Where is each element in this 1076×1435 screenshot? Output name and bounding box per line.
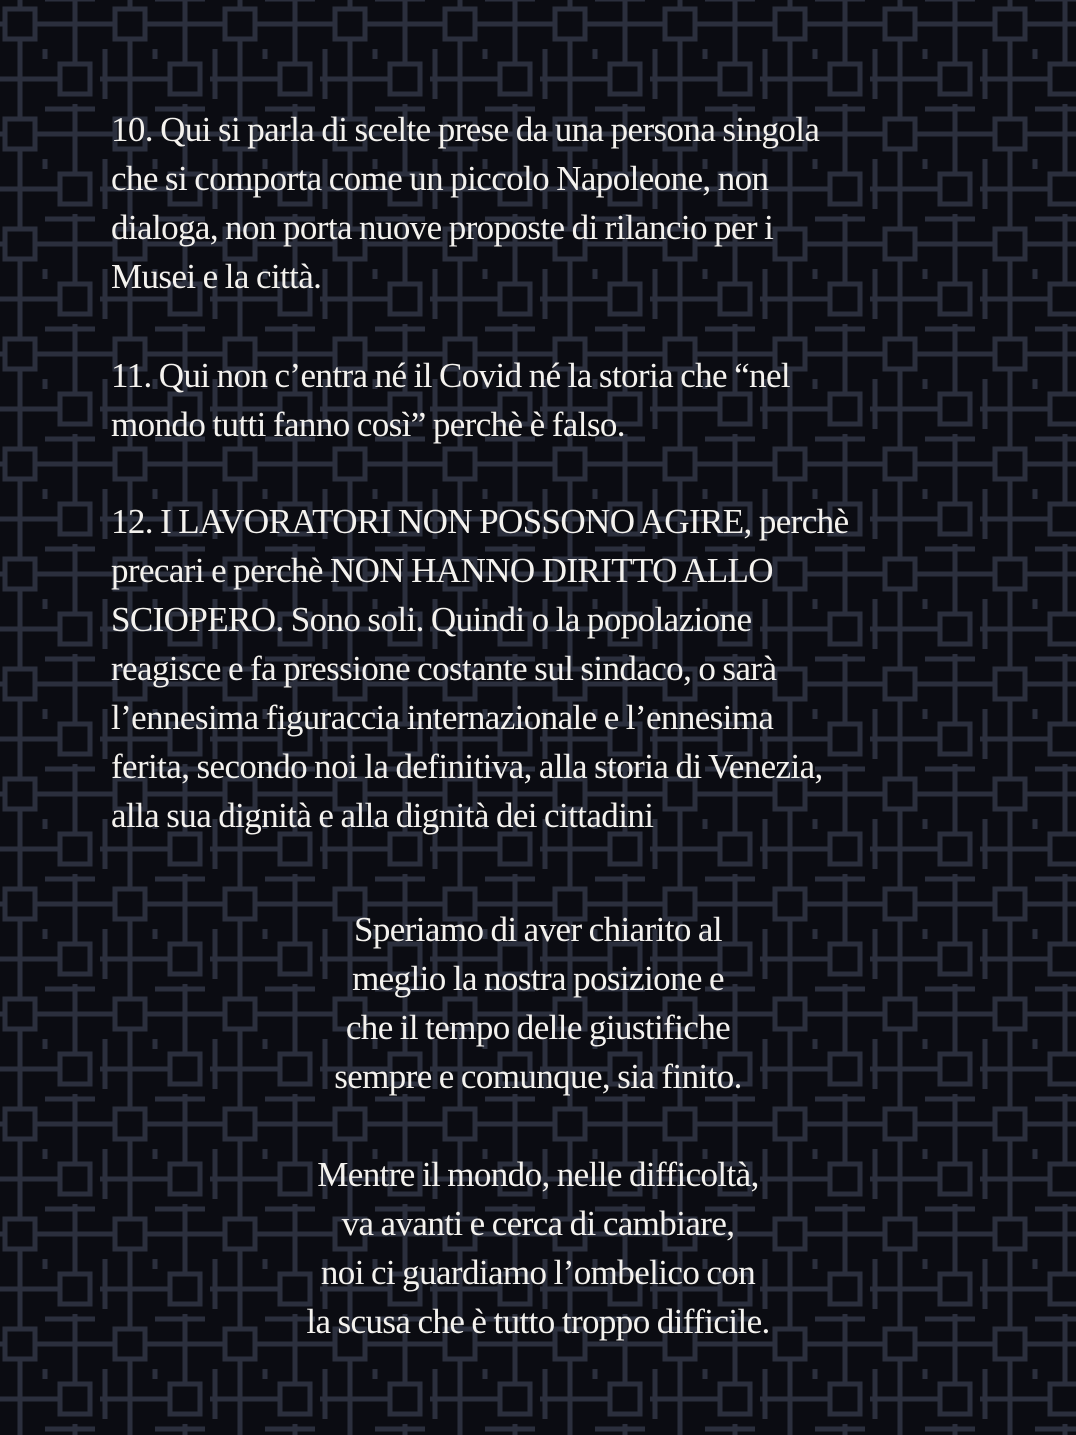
paragraph-11: 11. Qui non c’entra né il Covid né la storia che “nel mondo tutti fanno così” perchè è falso. — [111, 356, 791, 444]
paragraph-10: 10. Qui si parla di scelte prese da una persona singola che si comporta come un piccolo Napoleone, non dialoga, non porta nuove proposte di rilancio per i Musei e la città. — [111, 110, 820, 296]
paragraph-12: 12. I LAVORATORI NON POSSONO AGIRE, perchè precari e perchè NON HANNO DIRITTO ALLO SCIOPERO. Sono soli. Quindi o la popolazione reagisce e fa pressione costante sul sindaco, o sarà l’ennesima figuraccia internazionale e l’ennesima ferita, secondo noi la definitiva, alla storia di Venezia, alla sua dignità e alla dignità dei cittadini — [111, 502, 849, 835]
closing-paragraph-2: Mentre il mondo, nelle difficoltà, va avanti e cerca di cambiare, noi ci guardiamo l’ombelico con la scusa che è tutto troppo difficile. — [306, 1155, 770, 1341]
closing-paragraph-1: Speriamo di aver chiarito al meglio la nostra posizione e che il tempo delle giustifiche sempre e comunque, sia finito. — [334, 910, 742, 1096]
